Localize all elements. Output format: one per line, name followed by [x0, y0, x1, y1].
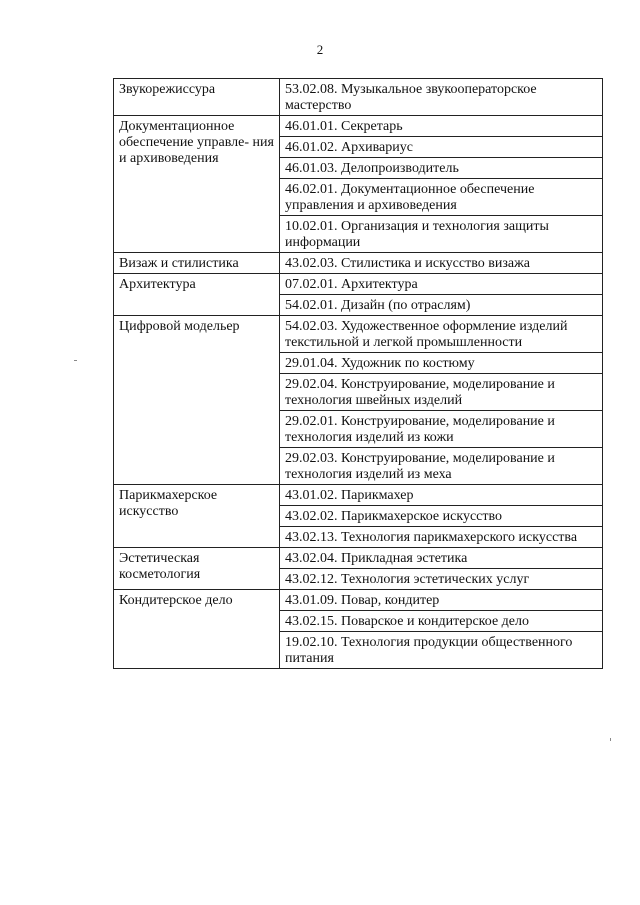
specialties-table: [113, 78, 603, 669]
profession-cell: Архитектура: [114, 274, 280, 316]
scan-mark-left: [74, 360, 77, 361]
specialty-cell: 29.02.01. Конструирование, моделирование и технология изделий из кожи: [280, 411, 603, 448]
table-row: [114, 485, 603, 506]
profession-cell: Парикмахерское искусство: [114, 485, 280, 548]
table-body: [114, 79, 603, 669]
specialty-cell: 29.01.04. Художник по костюму: [280, 353, 603, 374]
table-row: [114, 253, 603, 274]
specialty-cell: 29.02.03. Конструирование, моделирование и технология изделий из меха: [280, 448, 603, 485]
profession-cell: Документационное обеспечение управле- ния и архивоведения: [114, 116, 280, 253]
specialty-cell: 43.02.15. Поварское и кондитерское дело: [280, 611, 603, 632]
specialty-cell: 46.01.02. Архивариус: [280, 137, 603, 158]
specialty-cell: 43.02.12. Технология эстетических услуг: [280, 569, 603, 590]
table-row: [114, 116, 603, 137]
scan-mark-right: [610, 738, 611, 741]
table-row: [114, 590, 603, 611]
specialty-cell: 10.02.01. Организация и технология защиты информации: [280, 216, 603, 253]
specialty-cell: 07.02.01. Архитектура: [280, 274, 603, 295]
specialty-cell: 43.01.09. Повар, кондитер: [280, 590, 603, 611]
specialty-cell: 43.02.04. Прикладная эстетика: [280, 548, 603, 569]
table-row: [114, 79, 603, 116]
specialty-cell: 43.02.13. Технология парикмахерского искусства: [280, 527, 603, 548]
table-row: [114, 548, 603, 569]
specialty-cell: 46.02.01. Документационное обеспечение управления и архивоведения: [280, 179, 603, 216]
profession-cell: Визаж и стилистика: [114, 253, 280, 274]
specialty-cell: 53.02.08. Музыкальное звукооператорское мастерство: [280, 79, 603, 116]
specialty-cell: 29.02.04. Конструирование, моделирование и технология швейных изделий: [280, 374, 603, 411]
profession-cell: Цифровой модельер: [114, 316, 280, 485]
specialty-cell: 54.02.01. Дизайн (по отраслям): [280, 295, 603, 316]
specialty-cell: 43.01.02. Парикмахер: [280, 485, 603, 506]
specialty-cell: 43.02.02. Парикмахерское искусство: [280, 506, 603, 527]
profession-cell: Эстетическая косметология: [114, 548, 280, 590]
table-row: [114, 274, 603, 295]
specialty-cell: 43.02.03. Стилистика и искусство визажа: [280, 253, 603, 274]
table-row: [114, 316, 603, 353]
specialty-cell: 46.01.03. Делопроизводитель: [280, 158, 603, 179]
specialty-cell: 19.02.10. Технология продукции общественного питания: [280, 632, 603, 669]
specialty-cell: 54.02.03. Художественное оформление изделий текстильной и легкой промышленности: [280, 316, 603, 353]
profession-cell: Звукорежиссура: [114, 79, 280, 116]
profession-cell: Кондитерское дело: [114, 590, 280, 669]
page-number: 2: [316, 42, 324, 57]
specialty-cell: 46.01.01. Секретарь: [280, 116, 603, 137]
